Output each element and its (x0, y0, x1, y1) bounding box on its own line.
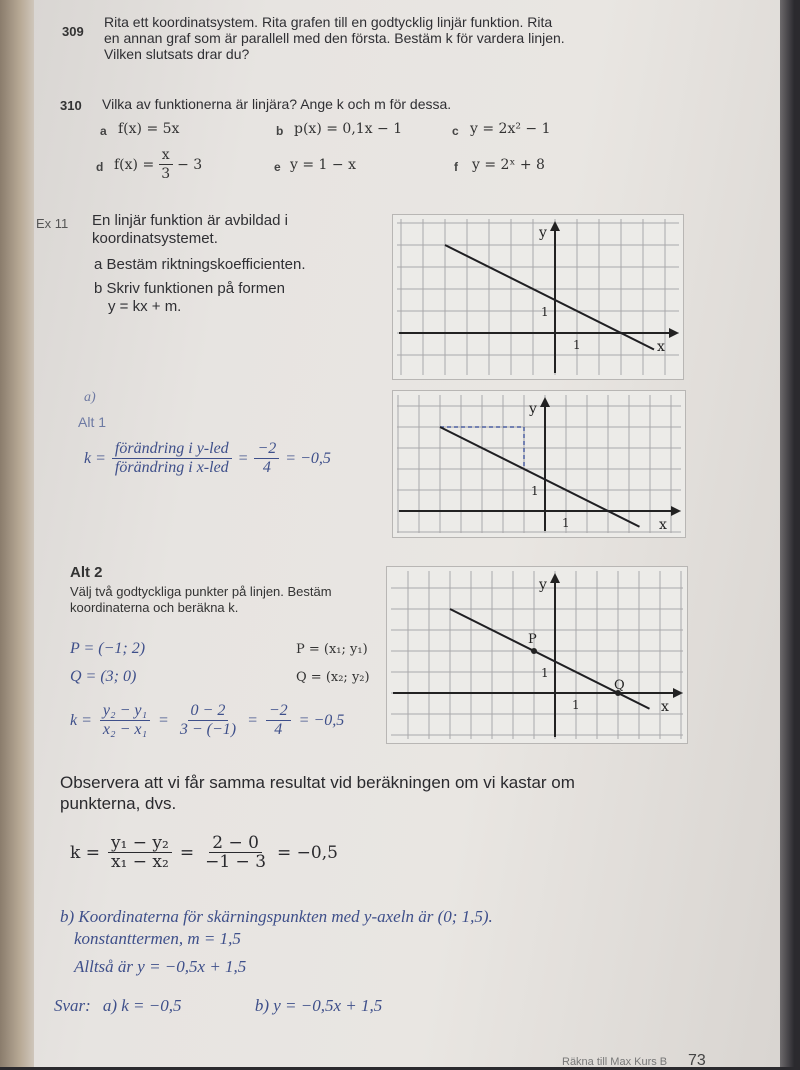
alt1-equals: = (237, 449, 249, 467)
obs-frac2 (202, 834, 269, 871)
alt1-fraction-numbers (254, 440, 279, 477)
alt2-n3: −2 (266, 702, 291, 721)
alt2-frac2 (177, 702, 239, 739)
page-edge-shadow (780, 0, 794, 1067)
alt-2-formula (70, 702, 344, 739)
ex309-line1: Rita ett koordinatsystem. Rita grafen till en godtycklig linjär funktion. Rita (104, 14, 553, 30)
graph-3-point-P (531, 648, 537, 654)
alt2-n1: y₂ − y₁ (100, 702, 150, 721)
graph-2-axes (399, 397, 681, 531)
alt2-result: = −0,5 (298, 711, 345, 729)
option-c-function: y = 2x² − 1 (470, 121, 551, 137)
alt-2-instructions (70, 584, 390, 616)
point-P-coords: P = (−1; 2) (70, 640, 146, 657)
option-b-label: b (276, 124, 284, 138)
graph-3-x-tick-1: 1 (572, 698, 580, 712)
graph-1-y-label: y (539, 225, 547, 241)
observation-text (60, 772, 760, 814)
graph-3-label-P: P (528, 632, 537, 647)
graph-1-y-tick-1: 1 (541, 305, 549, 319)
alt2-d1: x₂ − x₁ (102, 721, 148, 738)
exercise-number-310: 310 (60, 98, 82, 113)
option-b-function: p(x) = 0,1x − 1 (294, 121, 403, 137)
obs-n2: 2 − 0 (209, 834, 262, 853)
partb-line3: Alltså är y = −0,5x + 1,5 (74, 957, 247, 976)
obs-result: = −0,5 (277, 842, 338, 863)
option-d-fraction (158, 146, 173, 183)
x-axis-arrow (669, 328, 679, 338)
alt2-d3: 4 (274, 721, 283, 738)
y-axis-arrow (550, 573, 560, 583)
graph-3-label-Q: Q (614, 678, 625, 693)
graph-1-x-tick-1: 1 (573, 338, 581, 352)
option-d-numerator: x (159, 146, 173, 165)
graph-3-grid (391, 571, 683, 739)
y-axis-arrow (540, 397, 550, 407)
graph-2-grid (397, 395, 681, 533)
graph-3-x-label: x (661, 699, 669, 715)
alt2-n2: 0 − 2 (188, 702, 229, 721)
graph-3 (386, 566, 688, 744)
alt1-k: k = (84, 449, 106, 467)
exercise-number-309: 309 (62, 24, 84, 39)
ex11-form: y = kx + m. (108, 298, 182, 315)
alt2-d2: 3 − (−1) (179, 721, 237, 738)
graph-1-x-label: x (657, 339, 665, 355)
option-f-label: f (454, 160, 458, 174)
graph-2-y-label: y (529, 401, 537, 417)
option-d-label: d (96, 160, 104, 174)
graph-2-x-tick-1: 1 (562, 516, 570, 530)
alt1-result: = −0,5 (285, 449, 331, 467)
ex11-part-b: b Skriv funktionen på formen (94, 280, 285, 297)
solution-part-b (60, 906, 760, 978)
solution-part-a-label: a) (84, 390, 96, 405)
option-a-function: f(x) = 5x (118, 121, 180, 137)
alt2-k: k = (70, 711, 92, 729)
option-d-denominator: 3 (161, 166, 171, 182)
ex11-part-a: a Bestäm riktningskoefficienten. (94, 256, 306, 273)
page-number: 73 (688, 1052, 706, 1069)
x-axis-arrow (671, 506, 681, 516)
alt2-eq1: = (158, 711, 169, 729)
alt1-denominator: förändring i x-led (114, 459, 229, 476)
footer-book-title: Räkna till Max Kurs B (562, 1056, 668, 1068)
alt1-numerator: förändring i y-led (112, 440, 232, 459)
example-11-label: Ex 11 (36, 216, 69, 231)
answer-b: b) y = −0,5x + 1,5 (254, 996, 383, 1015)
alt-1-title: Alt 1 (78, 414, 107, 430)
option-e-label: e (274, 160, 281, 174)
obs-d2: −1 − 3 (205, 852, 267, 872)
graph-3-y-tick-1: 1 (541, 666, 549, 680)
ex11-line2: koordinatsystemet. (92, 230, 218, 247)
alt2-line1: Välj två godtyckliga punkter på linjen. Bestäm (70, 584, 332, 599)
obs-d1: x₁ − x₂ (110, 852, 169, 872)
obs-line2: punkterna, dvs. (60, 794, 177, 813)
option-e-function: y = 1 − x (290, 157, 356, 173)
graph-1 (392, 214, 684, 380)
graph-1-grid (397, 219, 679, 375)
partb-line1: b) Koordinaterna för skärningspunkten med y-axeln är (0; 1,5). (60, 907, 493, 926)
option-d-suffix: − 3 (177, 156, 203, 173)
answer-line (54, 996, 382, 1016)
ex309-line3: Vilken slutsats drar du? (104, 46, 250, 62)
ex309-line2: en annan graf som är parallell med den första. Bestäm k för vardera linjen. (104, 30, 565, 46)
alt1-num2: −2 (254, 440, 279, 459)
alt2-frac1 (100, 702, 150, 739)
alt2-frac3 (266, 702, 291, 739)
point-Q-general: Q = (x₂; y₂) (296, 670, 370, 685)
graph-2-x-label: x (659, 517, 667, 533)
answer-a: a) k = −0,5 (102, 996, 182, 1015)
alt-2-title: Alt 2 (70, 564, 103, 581)
point-Q-coords: Q = (3; 0) (70, 668, 137, 685)
option-f-function: y = 2ˣ + 8 (472, 157, 545, 173)
graph-3-y-label: y (539, 577, 547, 593)
alt1-den2: 4 (262, 459, 271, 476)
alt2-line2: koordinaterna och beräkna k. (70, 600, 239, 615)
textbook-page (34, 0, 794, 1067)
graph-2 (392, 390, 686, 538)
option-a-label: a (100, 124, 107, 138)
option-c-label: c (452, 124, 459, 138)
obs-k: k = (70, 842, 100, 863)
alt1-fraction-words (112, 440, 232, 477)
option-d-function (114, 146, 202, 183)
graph-1-axes (399, 221, 679, 373)
ex11-line1: En linjär funktion är avbildad i (92, 212, 288, 229)
exercise-310-question: Vilka av funktionerna är linjära? Ange k och m för dessa. (102, 96, 452, 112)
obs-n1: y₁ − y₂ (108, 834, 172, 853)
example-11-text (92, 212, 392, 316)
obs-line1: Observera att vi får samma resultat vid beräkningen om vi kastar om (60, 773, 575, 792)
book-spine (0, 0, 34, 1067)
option-d-prefix: f(x) = (114, 156, 155, 173)
alt2-eq2: = (247, 711, 258, 729)
obs-frac1 (108, 834, 172, 871)
answer-label: Svar: (54, 996, 91, 1015)
exercise-309-text (104, 14, 764, 62)
partb-line2: konstanttermen, m = 1,5 (74, 929, 241, 948)
graph-2-y-tick-1: 1 (531, 484, 539, 498)
point-P-general: P = (x₁; y₁) (296, 642, 368, 657)
alt-1-formula (84, 440, 331, 477)
swapped-points-formula (70, 834, 338, 871)
obs-eq1: = (179, 842, 195, 863)
